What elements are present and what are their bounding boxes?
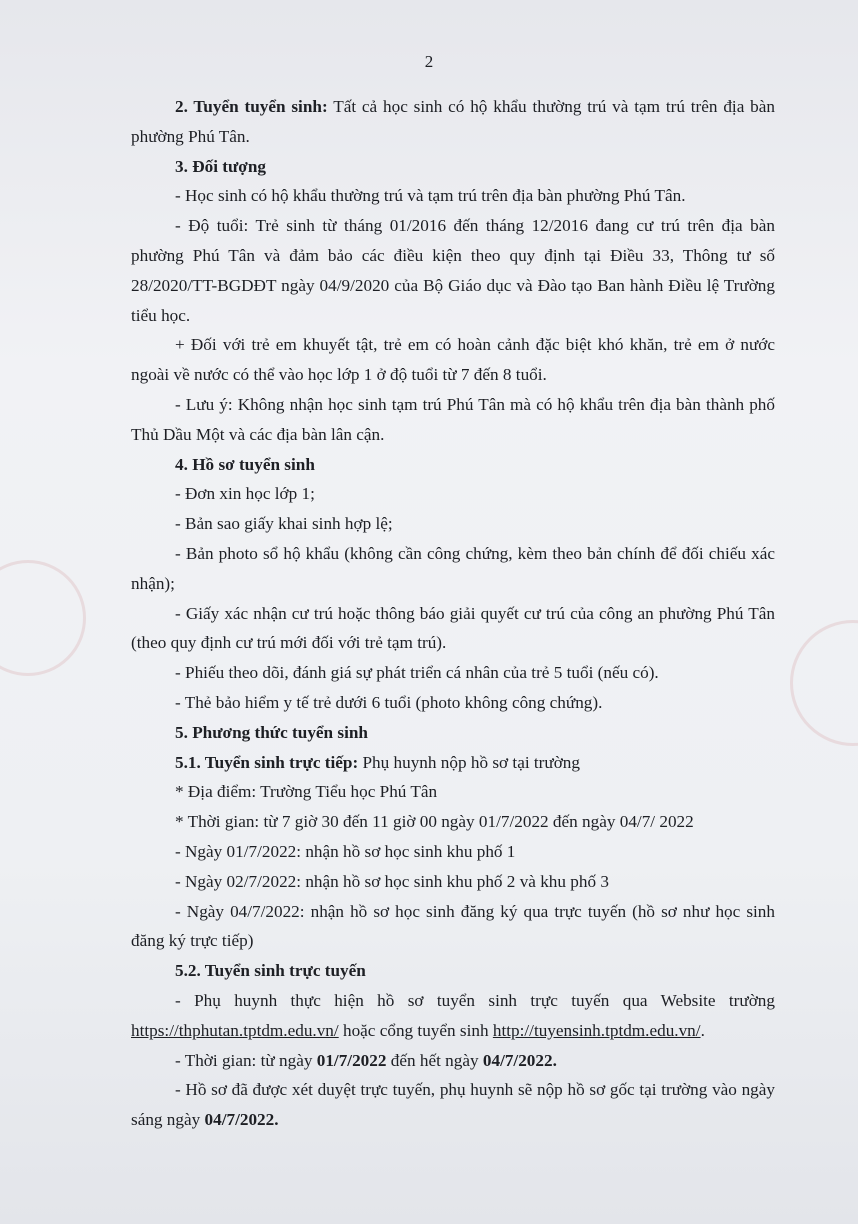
section-4-item: - Phiếu theo dõi, đánh giá sự phát triển cá nhân của trẻ 5 tuổi (nếu có). (175, 663, 659, 683)
section-5-1 (131, 748, 775, 778)
stamp-mark-left (0, 560, 86, 676)
section-5-1-text: Phụ huynh nộp hồ sơ tại trường (358, 752, 580, 772)
section-5-heading: 5. Phương thức tuyển sinh (175, 722, 368, 742)
section-4-item: - Thẻ bảo hiểm y tế trẻ dưới 6 tuổi (photo không công chứng). (175, 692, 603, 712)
submit-date: 04/7/2022. (204, 1110, 279, 1130)
section-3-item: + Đối với trẻ em khuyết tật, trẻ em có hoàn cảnh đặc biệt khó khăn, trẻ em ở nước ngoài về nước có thể vào học lớp 1 ở độ tuổi từ 7 đến 8 tuổi. (131, 335, 775, 385)
section-3-item: - Học sinh có hộ khẩu thường trú và tạm trú trên địa bàn phường Phú Tân. (175, 186, 686, 206)
text-span: đến hết ngày (386, 1050, 483, 1070)
text-span: hoặc cổng tuyển sinh (338, 1020, 493, 1040)
section-5-2-paragraph-3 (131, 1075, 775, 1135)
section-3-item: - Lưu ý: Không nhận học sinh tạm trú Phú Tân mà có hộ khẩu trên địa bàn thành phố Thủ Dầu Một và các địa bàn lân cận. (131, 394, 775, 444)
section-5-1-item: * Thời gian: từ 7 giờ 30 đến 11 giờ 00 ngày 01/7/2022 đến ngày 04/7/ 2022 (175, 812, 694, 832)
stamp-mark-right (790, 620, 858, 746)
section-5-2-paragraph-2 (131, 1046, 775, 1076)
text-span: - Thời gian: từ ngày (175, 1050, 317, 1070)
section-2 (131, 92, 775, 152)
section-4-item: - Bản photo sổ hộ khẩu (không cần công chứng, kèm theo bản chính để đối chiếu xác nhận); (131, 543, 775, 593)
section-4-heading: 4. Hồ sơ tuyển sinh (175, 454, 315, 474)
section-5-1-item: - Ngày 02/7/2022: nhận hồ sơ học sinh khu phố 2 và khu phố 3 (175, 871, 609, 891)
section-4-item: - Bản sao giấy khai sinh hợp lệ; (175, 514, 393, 534)
section-5-1-heading: 5.1. Tuyển sinh trực tiếp: (175, 752, 359, 772)
section-5-2-paragraph-1 (131, 986, 775, 1046)
section-5-1-item: - Ngày 04/7/2022: nhận hồ sơ học sinh đăng ký qua trực tuyến (hồ sơ như học sinh đăng ký trực tiếp) (131, 901, 775, 951)
page-number: 2 (424, 52, 434, 71)
text-span: - Phụ huynh thực hiện hồ sơ tuyển sinh trực tuyến qua Website trường (175, 990, 775, 1010)
section-3-item: - Độ tuổi: Trẻ sinh từ tháng 01/2016 đến tháng 12/2016 đang cư trú trên địa bàn phường Phú Tân và đảm bảo các điều kiện theo quy định tại Điều 33, Thông tư số 28/2020/TT-BGDĐT ngày 04/9/2020 của Bộ Giáo dục và Đào tạo Ban hành Điều lệ Trường tiểu học. (131, 216, 775, 325)
section-5-2-heading: 5.2. Tuyển sinh trực tuyến (175, 961, 366, 981)
section-5-1-item: * Địa điểm: Trường Tiểu học Phú Tân (175, 782, 438, 802)
section-4-item: - Giấy xác nhận cư trú hoặc thông báo giải quyết cư trú của công an phường Phú Tân (theo quy định cư trú mới đối với trẻ tạm trú). (131, 603, 775, 653)
start-date: 01/7/2022 (316, 1050, 387, 1070)
section-3-heading: 3. Đối tượng (175, 156, 266, 176)
admission-portal-link[interactable]: http://tuyensinh.tptdm.edu.vn/ (492, 1020, 701, 1040)
section-2-heading: 2. Tuyển tuyển sinh: (175, 97, 328, 116)
document-body (131, 92, 775, 1135)
text-span: - Hồ sơ đã được xét duyệt trực tuyến, phụ huynh sẽ nộp hồ sơ gốc tại trường vào ngày sáng ngày (131, 1080, 775, 1130)
section-4-item: - Đơn xin học lớp 1; (175, 484, 315, 504)
text-span: . (700, 1020, 705, 1040)
section-2-text: Tất cả học sinh có hộ khẩu thường trú và tạm trú trên địa bàn phường Phú Tân. (131, 97, 775, 146)
end-date: 04/7/2022. (482, 1050, 557, 1070)
school-website-link[interactable]: https://thphutan.tptdm.edu.vn/ (131, 1020, 339, 1040)
section-5-1-item: - Ngày 01/7/2022: nhận hồ sơ học sinh khu phố 1 (175, 841, 516, 861)
